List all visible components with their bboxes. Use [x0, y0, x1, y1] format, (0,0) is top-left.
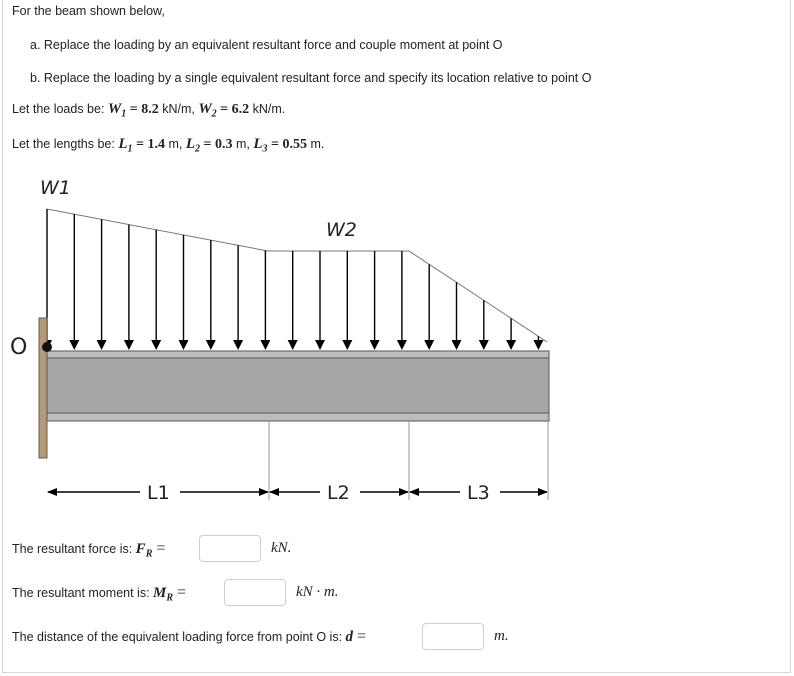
loads-prefix: Let the loads be:	[12, 102, 108, 116]
l1-value: = 1.4	[132, 137, 165, 152]
load-arrow-head	[124, 340, 134, 350]
label-l2: L2	[327, 482, 350, 504]
resultant-moment-input[interactable]	[224, 579, 286, 606]
wall-support	[39, 318, 47, 458]
load-arrows	[42, 209, 543, 350]
load-arrow-head	[506, 340, 516, 350]
w2-subscript: 2	[211, 108, 217, 120]
part-a-text: a. Replace the loading by an equivalent resultant force and couple moment at point O	[30, 38, 503, 52]
load-arrow-head	[97, 340, 107, 350]
w1-symbol: W	[107, 101, 122, 117]
force-symbol: F	[135, 541, 146, 557]
w2-unit: kN/m.	[249, 102, 286, 116]
distance-symbol: d	[345, 629, 354, 645]
moment-equals: =	[173, 584, 187, 601]
l3-unit: m.	[307, 137, 325, 151]
l1-unit: m,	[165, 137, 186, 151]
force-subscript: R	[145, 548, 153, 560]
w1-value: = 8.2	[126, 102, 159, 117]
label-l3: L3	[467, 482, 490, 504]
point-o-dot	[42, 342, 52, 352]
moment-unit: kN · m.	[296, 584, 339, 600]
label-o: O	[10, 335, 28, 360]
distance-unit: m.	[494, 628, 509, 644]
l2-subscript: 2	[195, 143, 201, 155]
beam-body	[47, 351, 549, 421]
beam-diagram	[0, 165, 570, 515]
force-equals: =	[152, 540, 166, 557]
load-arrow-head	[342, 340, 352, 350]
moment-subscript: R	[166, 592, 174, 604]
moment-label: The resultant moment is:	[12, 586, 154, 600]
load-arrow-head	[479, 340, 489, 350]
l1-symbol: L	[118, 136, 128, 152]
load-arrow-head	[206, 340, 216, 350]
resultant-force-row	[12, 540, 165, 560]
load-arrow-head	[370, 340, 380, 350]
l3-symbol: L	[253, 136, 263, 152]
load-profile-outline	[47, 209, 547, 342]
load-arrow-head	[288, 340, 298, 350]
label-w1: W1	[40, 177, 71, 199]
w1-unit: kN/m,	[158, 102, 199, 116]
l2-unit: m,	[232, 137, 254, 151]
loads-line	[12, 101, 285, 120]
label-w2: W2	[326, 219, 357, 241]
w2-value: = 6.2	[216, 102, 250, 117]
part-b-text: b. Replace the loading by a single equivalent resultant force and specify its location relative to point O	[30, 71, 592, 85]
w1-subscript: 1	[121, 108, 127, 120]
load-arrow-head	[69, 340, 79, 350]
distance-row	[12, 628, 366, 646]
intro-text: For the beam shown below,	[12, 4, 165, 18]
load-arrow-head	[315, 340, 325, 350]
load-arrow-head	[151, 340, 161, 350]
lengths-line	[12, 136, 324, 155]
load-arrow-head	[260, 340, 270, 350]
l3-value: = 0.55	[267, 137, 307, 152]
distance-equals: =	[353, 628, 367, 645]
load-arrow-head	[397, 340, 407, 350]
beam-bottom-flange	[47, 413, 549, 421]
label-l1: L1	[147, 482, 170, 504]
beam-top-flange	[47, 351, 549, 358]
resultant-moment-row	[12, 584, 186, 604]
w2-symbol: W	[198, 101, 212, 117]
load-arrow-head	[233, 340, 243, 350]
load-arrow-head	[179, 340, 189, 350]
distance-input[interactable]	[422, 623, 484, 650]
distance-label: The distance of the equivalent loading force from point O is:	[12, 630, 346, 644]
load-arrow-head	[533, 340, 543, 350]
force-label: The resultant force is:	[12, 542, 136, 556]
l2-symbol: L	[185, 136, 196, 152]
load-arrow-head	[452, 340, 462, 350]
l2-value: = 0.3	[200, 137, 233, 152]
lengths-prefix: Let the lengths be:	[12, 137, 119, 151]
resultant-force-input[interactable]	[199, 535, 261, 562]
load-arrow-head	[424, 340, 434, 350]
l1-subscript: 1	[127, 143, 133, 155]
force-unit: kN.	[271, 540, 292, 556]
moment-symbol: M	[153, 585, 167, 601]
l3-subscript: 3	[262, 143, 268, 155]
